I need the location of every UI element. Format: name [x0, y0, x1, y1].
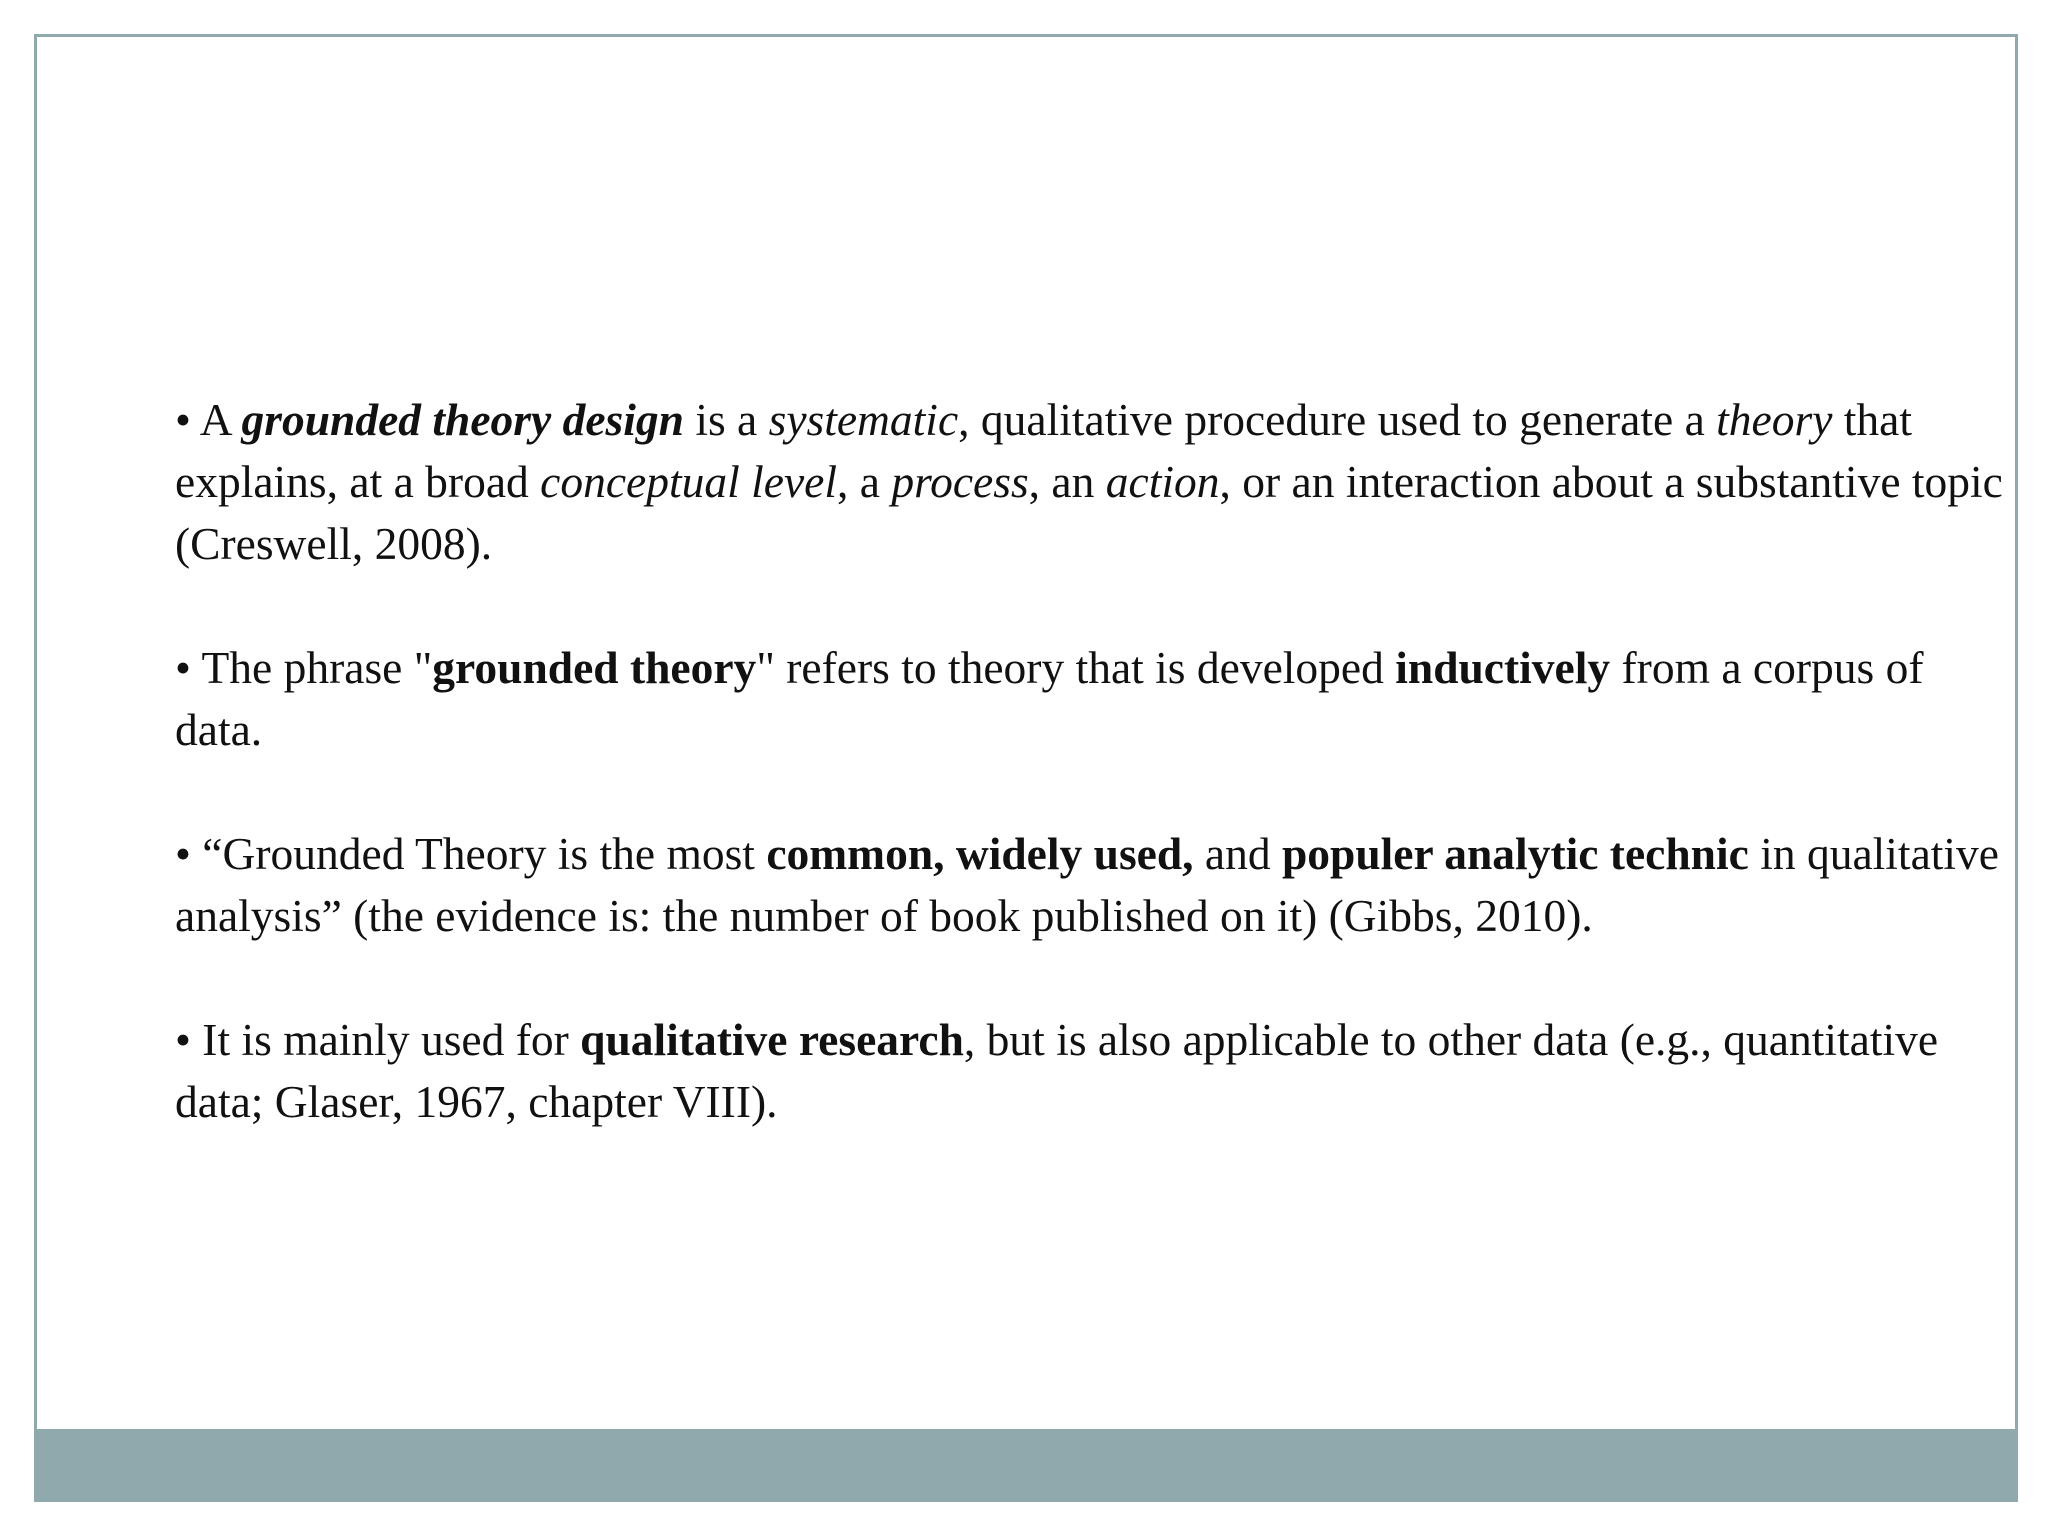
text-segment: , or an interaction about a substantive topic (Creswell, 2008).	[175, 456, 2003, 569]
text-segment: , but is also applicable to other data (e.g., quantitative data; Glaser, 1967, chapter VIII).	[175, 1014, 1939, 1127]
text-segment-bold: qualitative research	[580, 1014, 964, 1065]
text-segment: that explains, at a broad	[175, 394, 1913, 507]
slide-frame	[34, 34, 2018, 1502]
slide-content	[175, 389, 2005, 1133]
text-segment-bold: grounded theory	[432, 642, 757, 693]
text-segment-italic: theory	[1716, 394, 1833, 445]
text-segment: " refers to theory that is developed	[756, 642, 1396, 693]
bullet-phrase-meaning	[175, 637, 2005, 761]
text-segment: is a	[683, 394, 769, 445]
text-segment: • A	[175, 394, 242, 445]
text-segment: and	[1193, 828, 1282, 879]
text-segment: from a corpus of data.	[175, 642, 1924, 755]
bullet-definition	[175, 389, 2005, 575]
bullet-usage	[175, 1009, 2005, 1133]
text-segment: , an	[1028, 456, 1106, 507]
text-segment: , qualitative procedure used to generate a	[958, 394, 1717, 445]
text-segment-italic: conceptual level	[540, 456, 838, 507]
text-segment-italic: process	[891, 456, 1029, 507]
text-segment: in qualitative analysis” (the evidence is: the number of book published on it) (Gibbs, 2010).	[175, 828, 1999, 941]
text-segment-bold: populer analytic technic	[1282, 828, 1749, 879]
text-segment: • It is mainly used for	[175, 1014, 581, 1065]
text-segment-italic: action	[1105, 456, 1220, 507]
text-segment-emphasis: grounded theory design	[241, 394, 684, 445]
bullet-popularity	[175, 823, 2005, 947]
text-segment: , a	[837, 456, 892, 507]
text-segment-italic: systematic	[768, 394, 959, 445]
footer-band	[37, 1429, 2015, 1499]
text-segment-bold: inductively	[1395, 642, 1611, 693]
text-segment: • The phrase "	[175, 642, 433, 693]
text-segment: • “Grounded Theory is the most	[175, 828, 767, 879]
text-segment-bold: common, widely used,	[766, 828, 1194, 879]
